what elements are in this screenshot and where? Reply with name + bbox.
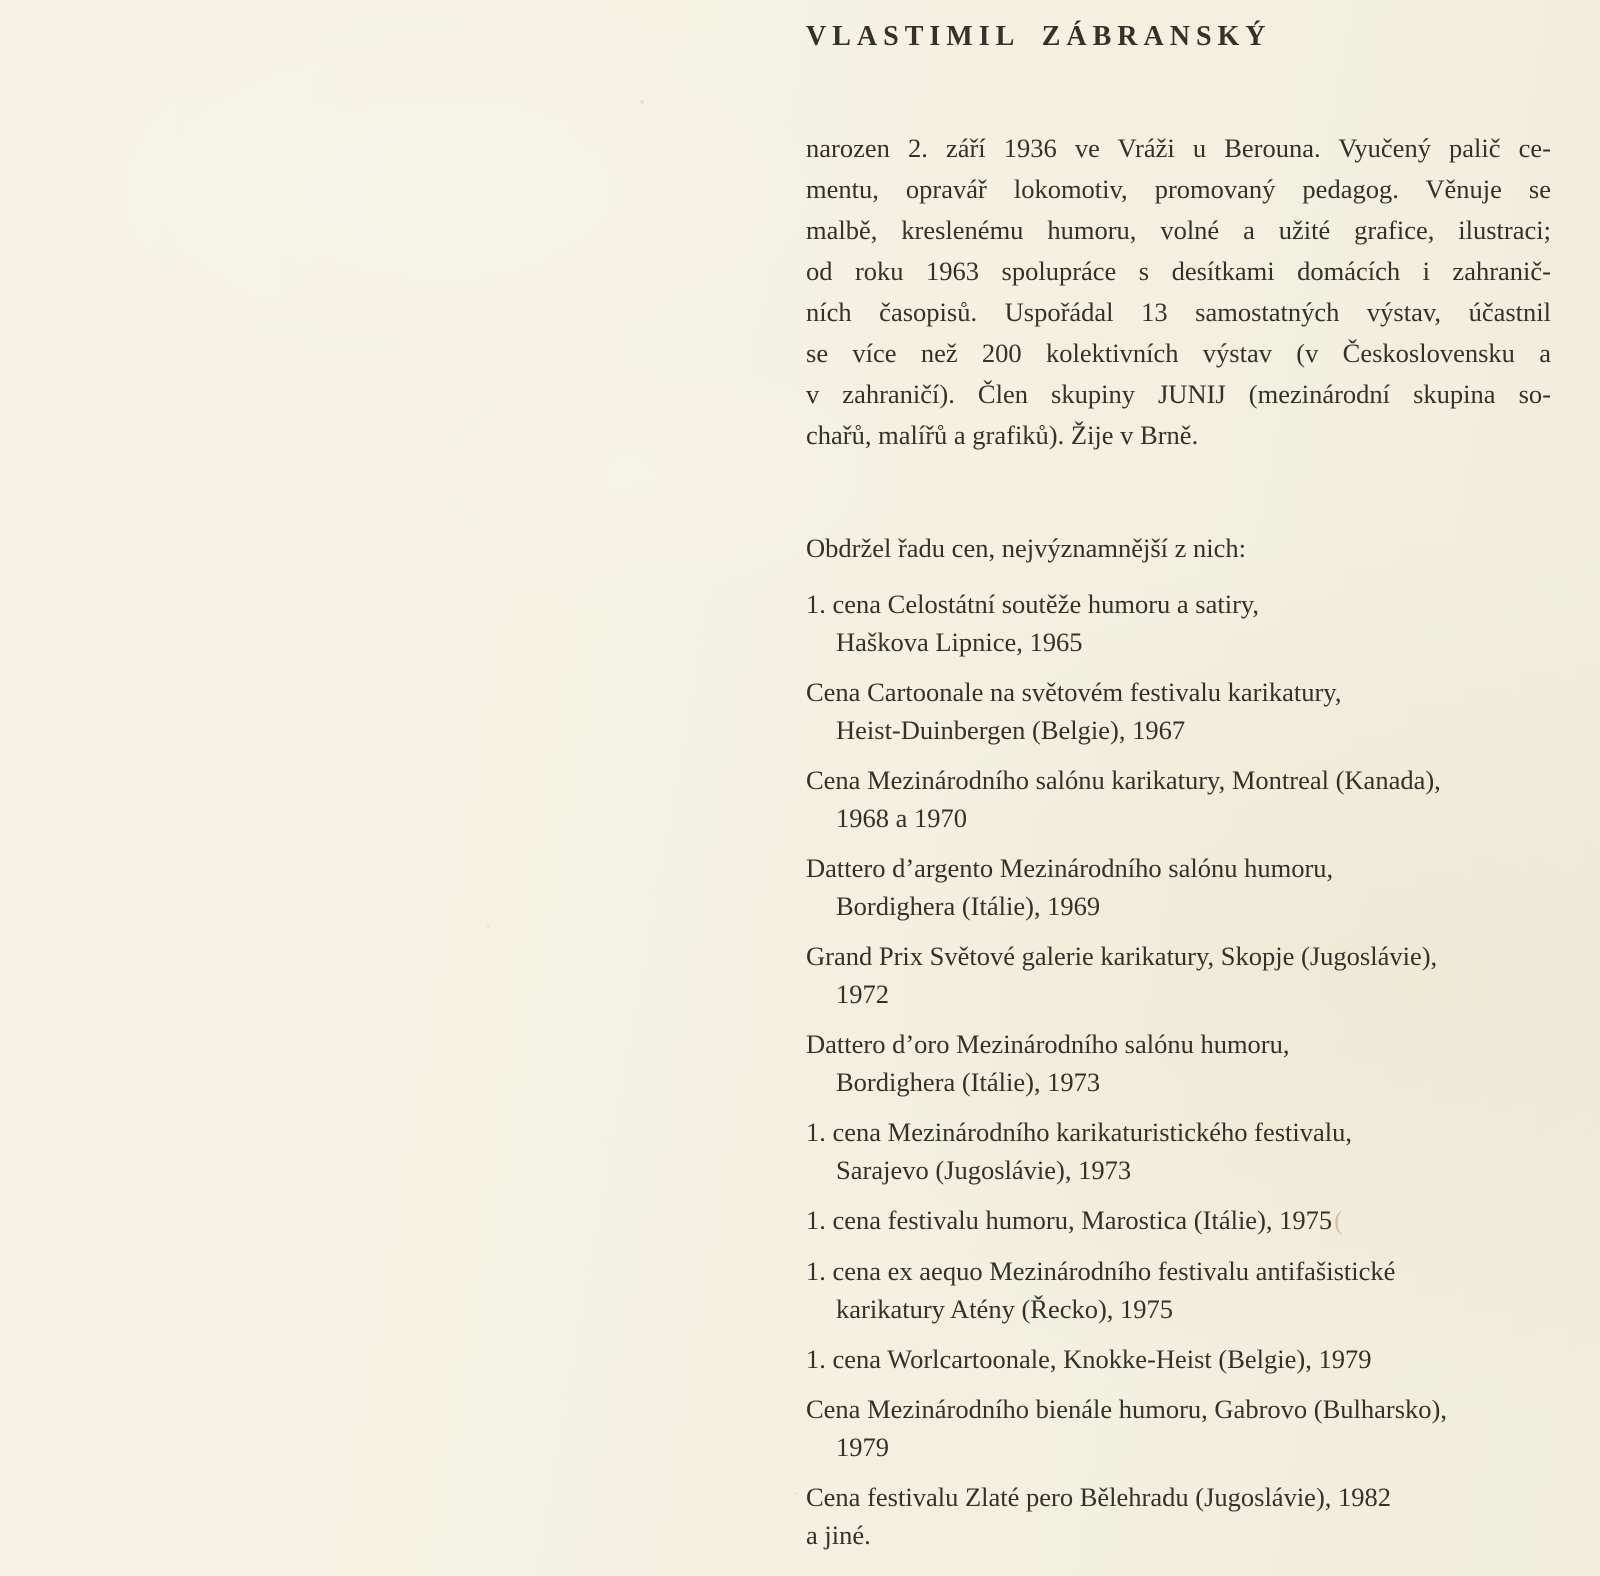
- award-line: 1. cena Mezinárodního karikaturistického festivalu,: [806, 1117, 1353, 1147]
- award-line: Dattero d’oro Mezinárodního salónu humoru,: [806, 1029, 1290, 1059]
- award-line: 1968 a 1970: [836, 803, 968, 833]
- award-item: [806, 1390, 1551, 1466]
- award-line: Bordighera (Itálie), 1973: [836, 1067, 1101, 1097]
- award-line: 1972: [836, 979, 889, 1009]
- award-item: [806, 761, 1551, 837]
- award-line: karikatury Atény (Řecko), 1975: [836, 1294, 1174, 1324]
- award-line: a jiné.: [806, 1520, 871, 1550]
- award-line: 1979: [836, 1432, 889, 1462]
- award-line: Cena festivalu Zlaté pero Bělehradu (Jugoslávie), 1982: [806, 1482, 1392, 1512]
- bio-line: mentu, opravář lokomotiv, promovaný pedagog. Věnuje se: [806, 174, 1551, 204]
- bio-line: ních časopisů. Uspořádal 13 samostatných výstav, účastnil: [806, 297, 1551, 327]
- bio-line: v zahraničí). Člen skupiny JUNIJ (mezinárodní skupina so-: [806, 379, 1551, 409]
- award-line: Heist-Duinbergen (Belgie), 1967: [836, 715, 1186, 745]
- paper-speck: [640, 100, 644, 104]
- award-item: [806, 585, 1551, 661]
- bio-line: se více než 200 kolektivních výstav (v Československu a: [806, 338, 1551, 368]
- award-line: 1. cena Celostátní soutěže humoru a satiry,: [806, 589, 1260, 619]
- award-item: [806, 1340, 1551, 1378]
- award-line: 1. cena Worlcartoonale, Knokke-Heist (Belgie), 1979: [806, 1344, 1372, 1374]
- award-line: Haškova Lipnice, 1965: [836, 627, 1083, 657]
- page-title: VLASTIMIL ZÁBRANSKÝ: [806, 21, 1272, 52]
- bio-paragraph: [806, 128, 1551, 456]
- award-item: [806, 1478, 1551, 1554]
- bio-line: malbě, kreslenému humoru, volné a užité grafice, ilustraci;: [806, 215, 1551, 245]
- award-item: [806, 1201, 1551, 1240]
- awards-heading: Obdržel řadu cen, nejvýznamnější z nich:: [806, 533, 1247, 563]
- award-item: [806, 673, 1551, 749]
- stray-pen-mark: (: [1334, 1206, 1343, 1235]
- award-item: [806, 849, 1551, 925]
- award-line: Cena Mezinárodního bienále humoru, Gabrovo (Bulharsko),: [806, 1394, 1447, 1424]
- awards-list: [806, 585, 1551, 1554]
- paper-speck: [795, 1492, 798, 1495]
- award-item: [806, 1113, 1551, 1189]
- award-line: Grand Prix Světové galerie karikatury, Skopje (Jugoslávie),: [806, 941, 1438, 971]
- award-line: Dattero d’argento Mezinárodního salónu humoru,: [806, 853, 1334, 883]
- bio-line: chařů, malířů a grafiků). Žije v Brně.: [806, 420, 1199, 450]
- paper-speck: [487, 925, 490, 928]
- award-item: [806, 1252, 1551, 1328]
- award-item: [806, 937, 1551, 1013]
- bio-line: od roku 1963 spolupráce s desítkami domácích i zahranič-: [806, 256, 1551, 286]
- award-line: 1. cena ex aequo Mezinárodního festivalu antifašistické: [806, 1256, 1396, 1286]
- award-line: 1. cena festivalu humoru, Marostica (Itálie), 1975(: [806, 1205, 1343, 1235]
- award-item: [806, 1025, 1551, 1101]
- award-line: Sarajevo (Jugoslávie), 1973: [836, 1155, 1132, 1185]
- text-column: [806, 20, 1551, 1566]
- award-line: Cena Cartoonale na světovém festivalu karikatury,: [806, 677, 1342, 707]
- award-line: Cena Mezinárodního salónu karikatury, Montreal (Kanada),: [806, 765, 1441, 795]
- award-line: Bordighera (Itálie), 1969: [836, 891, 1101, 921]
- bio-line: narozen 2. září 1936 ve Vráži u Berouna. Vyučený palič ce-: [806, 133, 1551, 163]
